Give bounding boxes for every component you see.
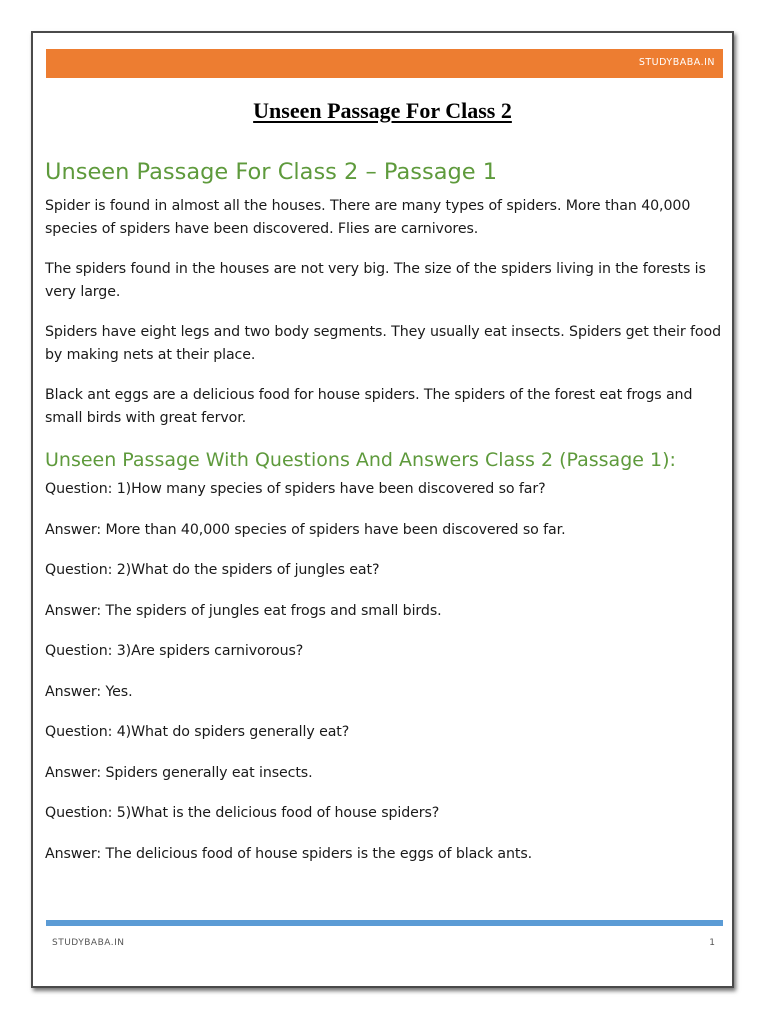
question-line: Question: 5)What is the delicious food of house spiders? [45, 805, 440, 821]
footer-site-name: STUDYBABA.IN [52, 938, 125, 948]
passage-heading: Unseen Passage For Class 2 – Passage 1 [45, 159, 498, 185]
header-bar [46, 49, 723, 78]
question-line: Question: 1)How many species of spiders have been discovered so far? [45, 481, 546, 497]
passage-paragraph: Spiders have eight legs and two body segments. They usually eat insects. Spiders get their food by making nets at their place. [45, 324, 721, 363]
answer-line: Answer: The spiders of jungles eat frogs and small birds. [45, 602, 442, 619]
page-number: 1 [709, 938, 715, 948]
document-page [31, 31, 734, 988]
passage-paragraph: Black ant eggs are a delicious food for house spiders. The spiders of the forest eat frogs and small birds with great fervor. [45, 387, 693, 426]
qa-heading: Unseen Passage With Questions And Answers Class 2 (Passage 1): [45, 449, 676, 471]
document-title: Unseen Passage For Class 2 [253, 98, 512, 123]
passage-paragraph: Spider is found in almost all the houses. There are many types of spiders. More than 40,000 species of spiders have been discovered. Flies are carnivores. [45, 198, 691, 237]
answer-line: Answer: The delicious food of house spiders is the eggs of black ants. [45, 845, 533, 862]
answer-line: Answer: More than 40,000 species of spiders have been discovered so far. [45, 521, 566, 538]
question-line: Question: 3)Are spiders carnivorous? [45, 643, 304, 659]
question-line: Question: 2)What do the spiders of jungles eat? [45, 562, 380, 578]
document-content [45, 157, 725, 884]
answer-line: Answer: Spiders generally eat insects. [45, 764, 313, 781]
footer-divider [46, 920, 723, 926]
passage-paragraph: The spiders found in the houses are not very big. The size of the spiders living in the forests is very large. [45, 261, 706, 300]
answer-line: Answer: Yes. [45, 683, 133, 700]
header-site-name: STUDYBABA.IN [638, 57, 715, 68]
question-line: Question: 4)What do spiders generally eat? [45, 724, 350, 740]
